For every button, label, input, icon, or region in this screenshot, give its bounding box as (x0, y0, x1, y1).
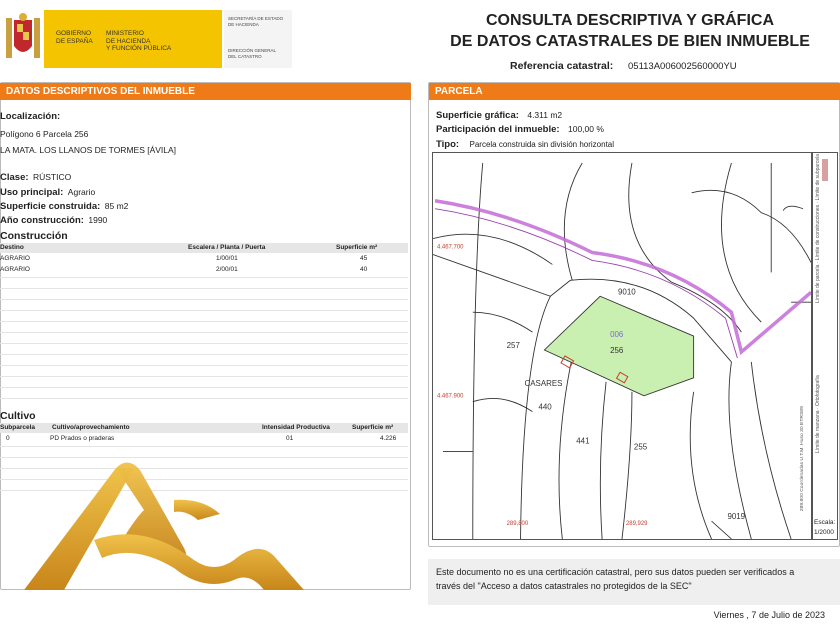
uso-value: Agrario (67, 187, 96, 197)
cell-subparcela: 0 (6, 435, 10, 442)
cultivo-title: Cultivo (0, 410, 36, 422)
col-destino: Destino (0, 244, 24, 251)
tipo-value: Parcela construida sin división horizontal (469, 140, 615, 149)
gov-label: GOBIERNO DE ESPAÑA (56, 30, 93, 45)
location-line2: LA MATA. LOS LLANOS DE TORMES [ÁVILA] (0, 145, 177, 155)
legend-items: Límite de parcela · Límite de construcciones · Límite de subparcela (815, 154, 821, 303)
legend-items-2: Límite de manzana · Ortofotografía (815, 375, 821, 453)
col-escalera: Escalera / Planta / Puerta (188, 244, 266, 251)
construccion-title: Construcción (0, 230, 68, 242)
sup-grafica-label: Superficie gráfica: (436, 110, 519, 121)
sup-grafica-value: 4.311 m2 (527, 110, 563, 120)
uso-label: Uso principal: (0, 187, 64, 198)
scale-label: Escala: (814, 519, 836, 526)
ref-label: Referencia catastral: (510, 60, 614, 72)
watermark-logo-icon (24, 440, 304, 590)
col-superficie: Superficie m² (336, 244, 378, 251)
construccion-table-header (0, 243, 408, 253)
coord-left-top: 4.467.700 (436, 244, 464, 251)
col-subparcela: Subparcela (0, 424, 36, 431)
map-label-casares: CASARES (524, 378, 563, 388)
descriptive-header: DATOS DESCRIPTIVOS DEL INMUEBLE (0, 83, 411, 100)
map-label-006: 006 (610, 330, 624, 340)
coord-bottom-left: 289,800 (506, 521, 529, 528)
disclaimer-box (428, 559, 840, 605)
cultivo-table-header (0, 423, 408, 433)
col-superficie-cultivo: Superficie m² (352, 424, 394, 431)
map-label-257: 257 (506, 340, 520, 350)
cell-escalera: 1/00/01 (216, 255, 238, 262)
participacion-label: Participación del inmueble: (436, 124, 560, 135)
scale-value: 1/2000 (814, 529, 834, 536)
table-row (0, 266, 408, 276)
participacion-value: 100,00 % (567, 124, 604, 134)
clase-value: RÚSTICO (32, 172, 72, 182)
coord-left-mid: 4.467.900 (436, 393, 464, 400)
location-line1: Polígono 6 Parcela 256 (0, 129, 89, 139)
clase-label: Clase: (0, 172, 29, 183)
coat-of-arms-icon (4, 12, 42, 64)
anio-label: Año construcción: (0, 215, 84, 226)
parcel-header: PARCELA (429, 83, 840, 100)
superficie-label: Superficie construida: (0, 201, 101, 212)
col-cultivo: Cultivo/aprovechamiento (52, 424, 130, 431)
page-title: CONSULTA DESCRIPTIVA Y GRÁFICA DE DATOS CATASTRALES DE BIEN INMUEBLE (450, 12, 810, 50)
coord-bottom-right: 289,929 (625, 521, 648, 528)
anio-row (0, 210, 107, 228)
ministry-label: MINISTERIO DE HACIENDA Y FUNCIÓN PÚBLICA (106, 30, 172, 52)
superficie-value: 85 m2 (104, 201, 129, 211)
table-row (0, 255, 408, 265)
tipo-row (436, 134, 614, 152)
col-intensidad: Intensidad Productiva (262, 424, 330, 431)
disclaimer-line1: Este documento no es una certificación catastral, pero sus datos pueden ser verificados a (436, 567, 795, 577)
cadastral-map[interactable] (432, 152, 812, 540)
ref-value: 05113A006002560000YU (628, 61, 737, 72)
map-label-9010: 9010 (618, 287, 636, 297)
cell-destino: AGRARIO (0, 255, 30, 262)
document-date: Viernes , 7 de Julio de 2023 (713, 610, 825, 620)
disclaimer-line2: través del "Acceso a datos catastrales no protegidos de la SEC" (436, 581, 692, 591)
cell-destino: AGRARIO (0, 266, 30, 273)
cell-cultivo: PD Prados o praderas (50, 435, 115, 442)
table-ruling (0, 277, 408, 399)
legend-scale-strip (812, 152, 838, 540)
anio-value: 1990 (88, 215, 108, 225)
map-label-9019: 9019 (727, 512, 746, 522)
svg-text:289.800 Coordenadas U.T.M. Hus: 289.800 Coordenadas U.T.M. Huso 30 ETRS89 (800, 406, 806, 512)
location-label: Localización: (0, 111, 61, 122)
legend-swatch (822, 159, 828, 181)
map-label-440: 440 (538, 402, 552, 412)
cell-escalera: 2/00/01 (216, 266, 238, 273)
direccion-label: DIRECCIÓN GENERAL DEL CATASTRO (228, 48, 277, 59)
cell-superficie-cultivo: 4.226 (380, 435, 397, 442)
cell-intensidad: 01 (286, 435, 294, 442)
cell-superficie: 45 (360, 255, 368, 262)
secretaria-label: SECRETARÍA DE ESTADO DE HACIENDA (228, 16, 284, 27)
tipo-label: Tipo: (436, 139, 460, 150)
map-label-441: 441 (576, 436, 590, 446)
map-label-255: 255 (633, 442, 648, 452)
map-label-256: 256 (610, 345, 624, 355)
cell-superficie: 40 (360, 266, 368, 273)
